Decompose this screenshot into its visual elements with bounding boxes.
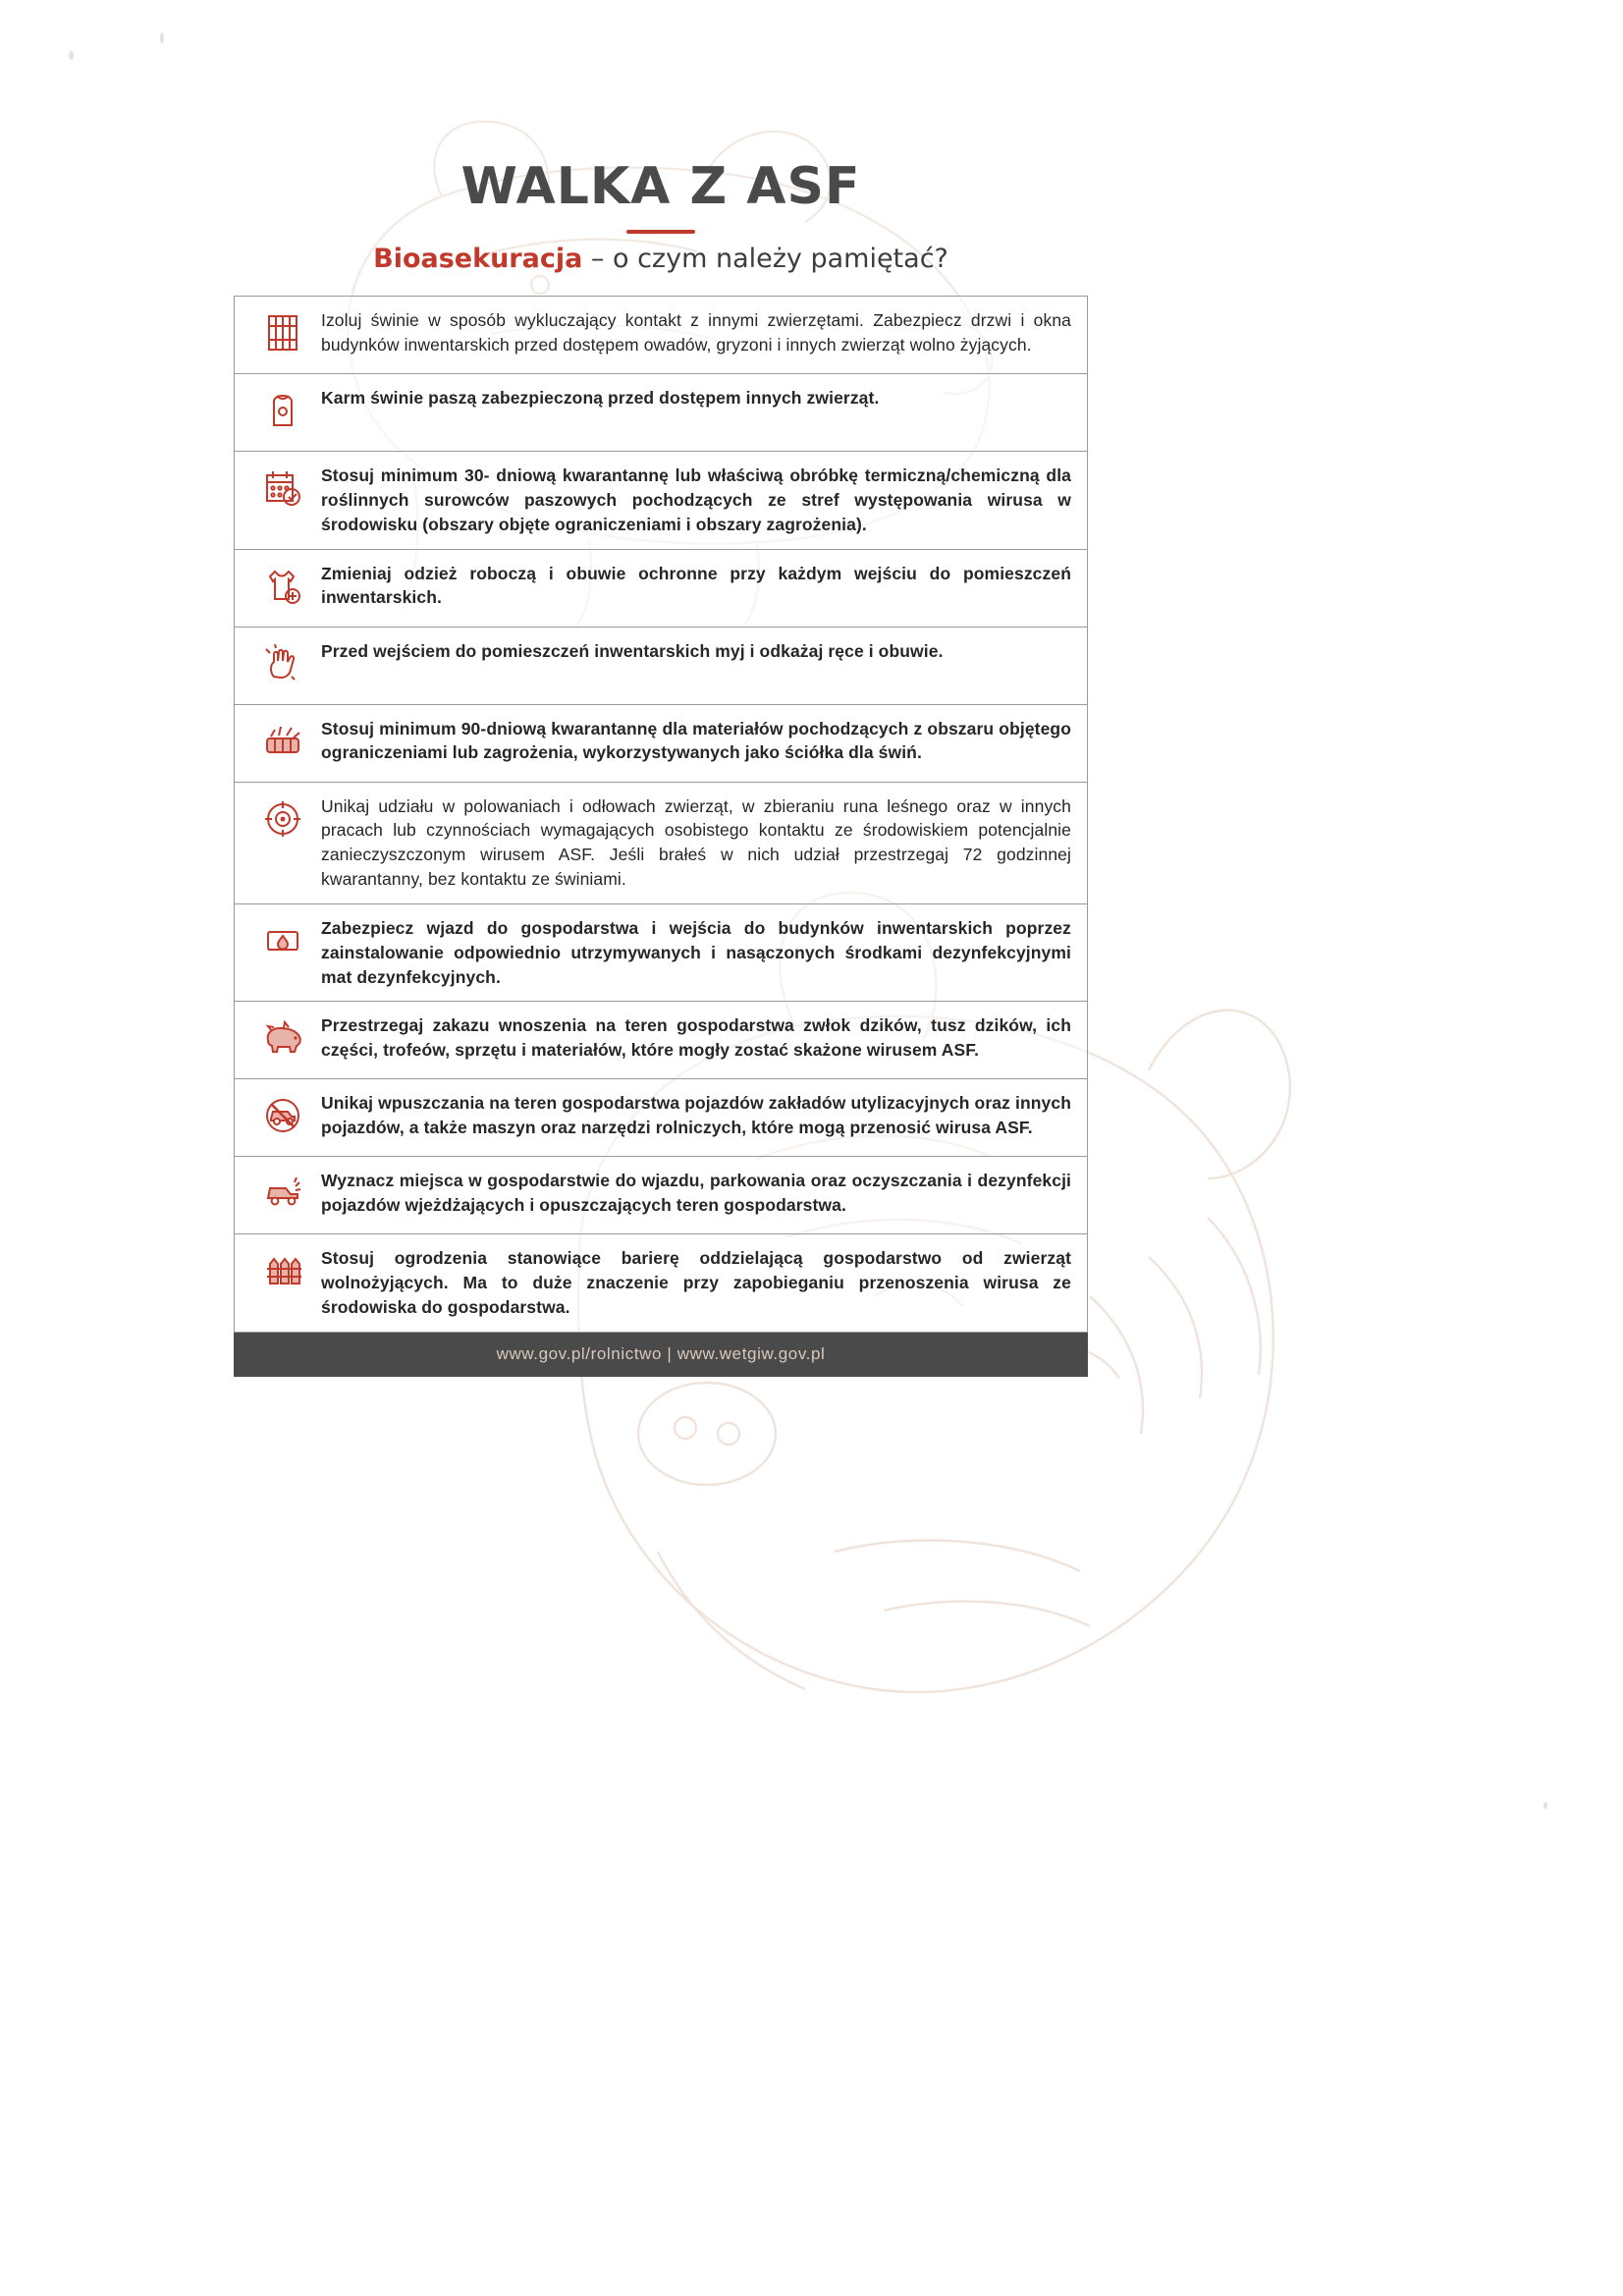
calendar-quarantine-icon bbox=[244, 464, 321, 509]
subtitle-accent: Bioasekuracja bbox=[373, 244, 583, 274]
straw-bale-icon bbox=[244, 717, 321, 760]
protective-clothing-icon bbox=[244, 562, 321, 607]
no-vehicle-icon bbox=[244, 1091, 321, 1136]
page-title: WALKA Z ASF bbox=[460, 157, 861, 216]
list-item bbox=[235, 705, 1087, 783]
page-subtitle bbox=[234, 244, 1088, 274]
list-item-text: Zmieniaj odzież roboczą i obuwie ochronne przy każdym wejściu do pomieszczeń inwentarskich. bbox=[321, 563, 1071, 608]
list-item-text: Wyznacz miejsca w gospodarstwie do wjazdu, parkowania oraz oczyszczania i dezynfekcji pojazdów wjeżdżających i opuszczających teren gospodarstwa. bbox=[321, 1171, 1071, 1216]
list-item-text: Przestrzegaj zakazu wnoszenia na teren gospodarstwa zwłok dzików, tusz dzików, ich części, trofeów, sprzętu i materiałów, które mogły zostać skażone wirusem ASF. bbox=[321, 1015, 1071, 1061]
list-item-text: Unikaj wpuszczania na teren gospodarstwa pojazdów zakładów utylizacyjnych oraz innych pojazdów, a także maszyn oraz narzędzi rolniczych, które mogą przenosić wirusa ASF. bbox=[321, 1093, 1071, 1138]
disinfection-mat-icon bbox=[244, 916, 321, 959]
list-item bbox=[235, 904, 1087, 1003]
door-window-icon bbox=[244, 308, 321, 354]
list-item-text: Izoluj świnie w sposób wykluczający kontakt z innymi zwierzętami. Zabezpiecz drzwi i okna budynków inwentarskich przed dostępem owadów, gryzoni i innych zwierząt wolno żyjących. bbox=[321, 310, 1071, 355]
wild-boar-icon bbox=[244, 1013, 321, 1057]
list-item-text: Przed wejściem do pomieszczeń inwentarskich myj i odkażaj ręce i obuwie. bbox=[321, 640, 944, 661]
title-divider bbox=[626, 230, 695, 234]
tips-table bbox=[234, 296, 1088, 1333]
footer-links[interactable]: www.gov.pl/rolnictwo | www.wetgiw.gov.pl bbox=[234, 1333, 1088, 1377]
hand-washing-icon bbox=[244, 639, 321, 684]
subtitle-rest: – o czym należy pamiętać? bbox=[582, 244, 948, 274]
list-item-text: Stosuj minimum 30- dniową kwarantannę lub właściwą obróbkę termiczną/chemiczną dla roślinnych surowców paszowych pochodzących ze stref występowania wirusa w środowisku (obszary objęte ograniczeniami i obszary zagrożenia). bbox=[321, 465, 1071, 534]
scan-speck bbox=[160, 32, 164, 43]
fence-icon bbox=[244, 1246, 321, 1289]
list-item bbox=[235, 1157, 1087, 1234]
no-hunting-target-icon bbox=[244, 794, 321, 840]
scan-speck bbox=[1543, 1802, 1547, 1809]
list-item-text: Stosuj minimum 90-dniową kwarantannę dla materiałów pochodzących z obszaru objętego ograniczeniami lub zagrożenia, wykorzystywanych jako ściółka dla świń. bbox=[321, 718, 1071, 763]
poster bbox=[234, 147, 1088, 1758]
list-item bbox=[235, 1002, 1087, 1079]
list-item bbox=[235, 628, 1087, 705]
list-item bbox=[235, 1234, 1087, 1333]
list-item-text: Karm świnie paszą zabezpieczoną przed dostępem innych zwierząt. bbox=[321, 388, 880, 408]
list-item-text: Unikaj udziału w polowaniach i odłowach zwierząt, w zbieraniu runa leśnego oraz w innych pracach lub czynnościach wymagających osobistego kontaktu ze środowiskiem potencjalnie zanieczyszczonym wirusem ASF. Jeśli brałeś w nich udział przestrzegaj 72 godzinnej kwarantanny, bez kontaktu ze świniami. bbox=[321, 795, 1071, 890]
list-item bbox=[235, 374, 1087, 452]
list-item bbox=[235, 1079, 1087, 1157]
list-item bbox=[235, 452, 1087, 550]
feed-bag-icon bbox=[244, 386, 321, 431]
scan-speck bbox=[69, 51, 74, 60]
list-item-text: Stosuj ogrodzenia stanowiące barierę oddzielającą gospodarstwo od zwierząt wolnożyjących. Ma to duże znaczenie przy zapobieganiu przenoszenia wirusa ze środowiska do gospodarstwa. bbox=[321, 1248, 1071, 1318]
list-item bbox=[235, 297, 1087, 374]
vehicle-disinfection-icon bbox=[244, 1169, 321, 1212]
list-item bbox=[235, 783, 1087, 904]
list-item bbox=[235, 550, 1087, 628]
list-item-text: Zabezpiecz wjazd do gospodarstwa i wejścia do budynków inwentarskich poprzez zainstalowanie odpowiednio utrzymywanych i nasączonych środkami dezynfekcyjnymi mat dezynfekcyjnych. bbox=[321, 917, 1071, 987]
